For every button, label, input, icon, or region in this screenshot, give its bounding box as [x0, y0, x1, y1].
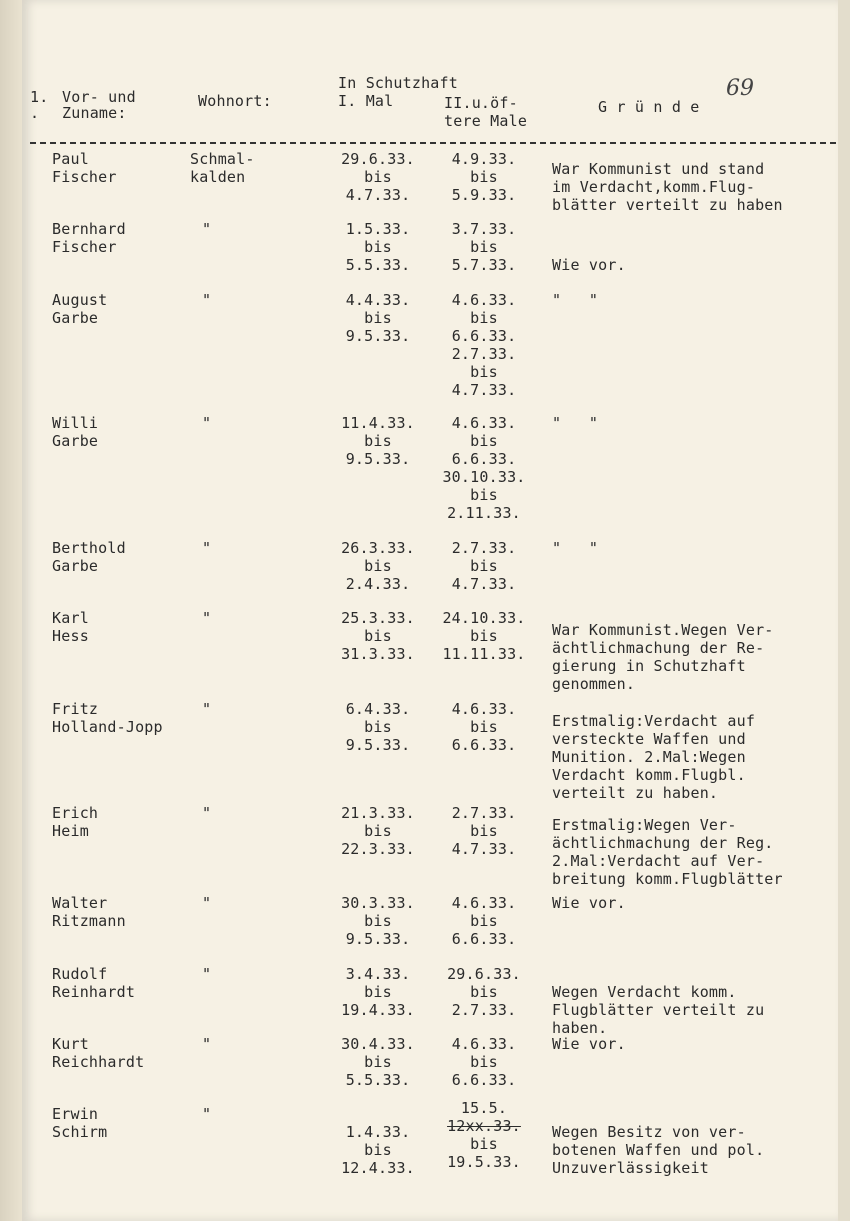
first-detention-date: bis: [364, 627, 392, 645]
first-detention-date: 5.5.33.: [345, 256, 411, 274]
further-detention-date: bis: [470, 627, 498, 645]
reason-text: ächtlichmachung der Re-: [552, 639, 765, 657]
first-detention-date: 25.3.33.: [341, 609, 415, 627]
further-detention-date: bis: [470, 486, 498, 504]
header-schutzhaft: In Schutzhaft: [338, 74, 458, 92]
first-detention-date: 2.4.33.: [345, 575, 411, 593]
further-detention-date: bis: [470, 309, 498, 327]
header-mal2-line2: tere Male: [444, 112, 528, 130]
first-name: Bernhard: [52, 220, 126, 238]
reason-text: " ": [552, 539, 599, 557]
reason-text: War Kommunist und stand: [552, 160, 765, 178]
reason-text: " ": [552, 414, 599, 432]
further-detention-date: 2.7.33.: [451, 804, 517, 822]
header-mal2-line1: II.u.öf-: [444, 94, 518, 112]
further-detention-date: bis: [470, 238, 498, 256]
first-name: Willi: [52, 414, 99, 432]
first-detention-date: bis: [364, 983, 392, 1001]
first-detention-date: 9.5.33.: [345, 736, 411, 754]
further-detention-date: 19.5.33.: [447, 1153, 521, 1171]
further-detention-date: 30.10.33.: [442, 468, 526, 486]
first-detention-date: 6.4.33.: [345, 700, 411, 718]
town: ": [202, 804, 212, 822]
further-detention-date: 6.6.33.: [451, 1071, 517, 1089]
town: ": [202, 414, 212, 432]
further-detention-date: bis: [470, 912, 498, 930]
further-detention-date: 11.11.33.: [442, 645, 526, 663]
reason-text: genommen.: [552, 675, 636, 693]
further-detention-date: 6.6.33.: [451, 450, 517, 468]
last-name: Garbe: [52, 432, 99, 450]
reason-text: versteckte Waffen und: [552, 730, 746, 748]
header-mal1: I. Mal: [338, 92, 394, 110]
further-detention-date: bis: [470, 557, 498, 575]
further-detention-date: bis: [470, 432, 498, 450]
further-detention-date: 4.7.33.: [451, 381, 517, 399]
reason-text: Wegen Besitz von ver-: [552, 1123, 746, 1141]
reason-text: Wie vor.: [552, 1035, 626, 1053]
reason-text: botenen Waffen und pol.: [552, 1141, 765, 1159]
reason-text: Erstmalig:Wegen Ver-: [552, 816, 737, 834]
first-name: Berthold: [52, 539, 126, 557]
first-detention-date: 9.5.33.: [345, 930, 411, 948]
first-detention-date: 3.4.33.: [345, 965, 411, 983]
header-rule: [30, 142, 836, 144]
town: ": [202, 539, 212, 557]
further-detention-date: 4.9.33.: [451, 150, 517, 168]
first-detention-date: 21.3.33.: [341, 804, 415, 822]
last-name: Garbe: [52, 557, 99, 575]
further-detention-date: 2.7.33.: [451, 345, 517, 363]
reason-text: 2.Mal:Verdacht auf Ver-: [552, 852, 765, 870]
reason-text: Wegen Verdacht komm.: [552, 983, 737, 1001]
town: kalden: [190, 168, 246, 186]
town: ": [202, 1105, 212, 1123]
first-detention-date: bis: [364, 822, 392, 840]
town: ": [202, 291, 212, 309]
further-detention-date: 24.10.33.: [442, 609, 526, 627]
town: ": [202, 220, 212, 238]
further-detention-date: 4.6.33.: [451, 700, 517, 718]
town: ": [202, 1035, 212, 1053]
first-detention-date: 31.3.33.: [341, 645, 415, 663]
town: ": [202, 700, 212, 718]
reason-text: ächtlichmachung der Reg.: [552, 834, 774, 852]
further-detention-date: bis: [470, 983, 498, 1001]
first-detention-date: 1.4.33.: [345, 1123, 411, 1141]
further-detention-date: 2.11.33.: [447, 504, 521, 522]
first-name: Fritz: [52, 700, 99, 718]
further-detention-date: 6.6.33.: [451, 736, 517, 754]
last-name: Ritzmann: [52, 912, 126, 930]
further-detention-date: 5.7.33.: [451, 256, 517, 274]
first-name: Erwin: [52, 1105, 99, 1123]
first-detention-date: 9.5.33.: [345, 450, 411, 468]
first-detention-date: bis: [364, 718, 392, 736]
header-nr-top: 1.: [30, 88, 49, 106]
first-detention-date: 9.5.33.: [345, 327, 411, 345]
further-detention-date: 12xx.33.: [447, 1117, 521, 1135]
first-detention-date: bis: [364, 912, 392, 930]
reason-text: breitung komm.Flugblätter: [552, 870, 783, 888]
first-detention-date: 30.3.33.: [341, 894, 415, 912]
further-detention-date: bis: [470, 1053, 498, 1071]
first-detention-date: 4.4.33.: [345, 291, 411, 309]
further-detention-date: 4.6.33.: [451, 414, 517, 432]
header-gruende: G r ü n d e: [598, 98, 700, 116]
first-detention-date: bis: [364, 1053, 392, 1071]
first-detention-date: bis: [364, 432, 392, 450]
reason-text: blätter verteilt zu haben: [552, 196, 783, 214]
first-detention-date: bis: [364, 1141, 392, 1159]
further-detention-date: 4.6.33.: [451, 1035, 517, 1053]
reason-text: Wie vor.: [552, 894, 626, 912]
page-edge: [838, 0, 850, 1221]
last-name: Reinhardt: [52, 983, 136, 1001]
first-name: Rudolf: [52, 965, 108, 983]
further-detention-date: 4.7.33.: [451, 840, 517, 858]
first-detention-date: bis: [364, 168, 392, 186]
first-detention-date: 19.4.33.: [341, 1001, 415, 1019]
last-name: Garbe: [52, 309, 99, 327]
first-detention-date: 11.4.33.: [341, 414, 415, 432]
reason-text: Erstmalig:Verdacht auf: [552, 712, 756, 730]
first-name: Paul: [52, 150, 89, 168]
further-detention-date: 4.7.33.: [451, 575, 517, 593]
reason-text: Flugblätter verteilt zu: [552, 1001, 765, 1019]
first-name: August: [52, 291, 108, 309]
last-name: Holland-Jopp: [52, 718, 163, 736]
first-name: Erich: [52, 804, 99, 822]
further-detention-date: 2.7.33.: [451, 1001, 517, 1019]
first-detention-date: 1.5.33.: [345, 220, 411, 238]
first-detention-date: 29.6.33.: [341, 150, 415, 168]
last-name: Schirm: [52, 1123, 108, 1141]
last-name: Fischer: [52, 238, 117, 256]
further-detention-date: 3.7.33.: [451, 220, 517, 238]
binding-spine: [0, 0, 24, 1221]
reason-text: Verdacht komm.Flugbl.: [552, 766, 746, 784]
further-detention-date: bis: [470, 168, 498, 186]
first-detention-date: bis: [364, 309, 392, 327]
header-name-line1: Vor- und: [62, 88, 136, 106]
reason-text: haben.: [552, 1019, 608, 1037]
first-detention-date: 22.3.33.: [341, 840, 415, 858]
further-detention-date: 15.5.: [460, 1099, 508, 1117]
further-detention-date: bis: [470, 363, 498, 381]
town: ": [202, 609, 212, 627]
further-detention-date: 4.6.33.: [451, 291, 517, 309]
reason-text: Wie vor.: [552, 256, 626, 274]
last-name: Fischer: [52, 168, 117, 186]
last-name: Heim: [52, 822, 89, 840]
town: ": [202, 965, 212, 983]
first-detention-date: 5.5.33.: [345, 1071, 411, 1089]
reason-text: verteilt zu haben.: [552, 784, 719, 802]
header-wohnort: Wohnort:: [198, 92, 272, 110]
further-detention-date: 2.7.33.: [451, 539, 517, 557]
last-name: Reichhardt: [52, 1053, 145, 1071]
reason-text: Munition. 2.Mal:Wegen: [552, 748, 746, 766]
further-detention-date: 29.6.33.: [447, 965, 521, 983]
town: ": [202, 894, 212, 912]
header-name-line2: Zuname:: [62, 104, 127, 122]
page-number-mark: 69: [726, 76, 754, 101]
further-detention-date: bis: [470, 822, 498, 840]
header-nr-bottom: .: [30, 104, 40, 122]
further-detention-date: 4.6.33.: [451, 894, 517, 912]
further-detention-date: 6.6.33.: [451, 327, 517, 345]
reason-text: gierung in Schutzhaft: [552, 657, 746, 675]
further-detention-date: 5.9.33.: [451, 186, 517, 204]
first-detention-date: 12.4.33.: [341, 1159, 415, 1177]
reason-text: " ": [552, 291, 599, 309]
first-detention-date: 30.4.33.: [341, 1035, 415, 1053]
further-detention-date: bis: [470, 1135, 498, 1153]
first-name: Walter: [52, 894, 108, 912]
further-detention-date: bis: [470, 718, 498, 736]
reason-text: im Verdacht,komm.Flug-: [552, 178, 756, 196]
first-name: Karl: [52, 609, 89, 627]
first-detention-date: bis: [364, 557, 392, 575]
first-detention-date: bis: [364, 238, 392, 256]
further-detention-date: 6.6.33.: [451, 930, 517, 948]
reason-text: War Kommunist.Wegen Ver-: [552, 621, 774, 639]
town: Schmal-: [190, 150, 255, 168]
reason-text: Unzuverlässigkeit: [552, 1159, 709, 1177]
first-name: Kurt: [52, 1035, 89, 1053]
last-name: Hess: [52, 627, 89, 645]
first-detention-date: 26.3.33.: [341, 539, 415, 557]
first-detention-date: 4.7.33.: [345, 186, 411, 204]
